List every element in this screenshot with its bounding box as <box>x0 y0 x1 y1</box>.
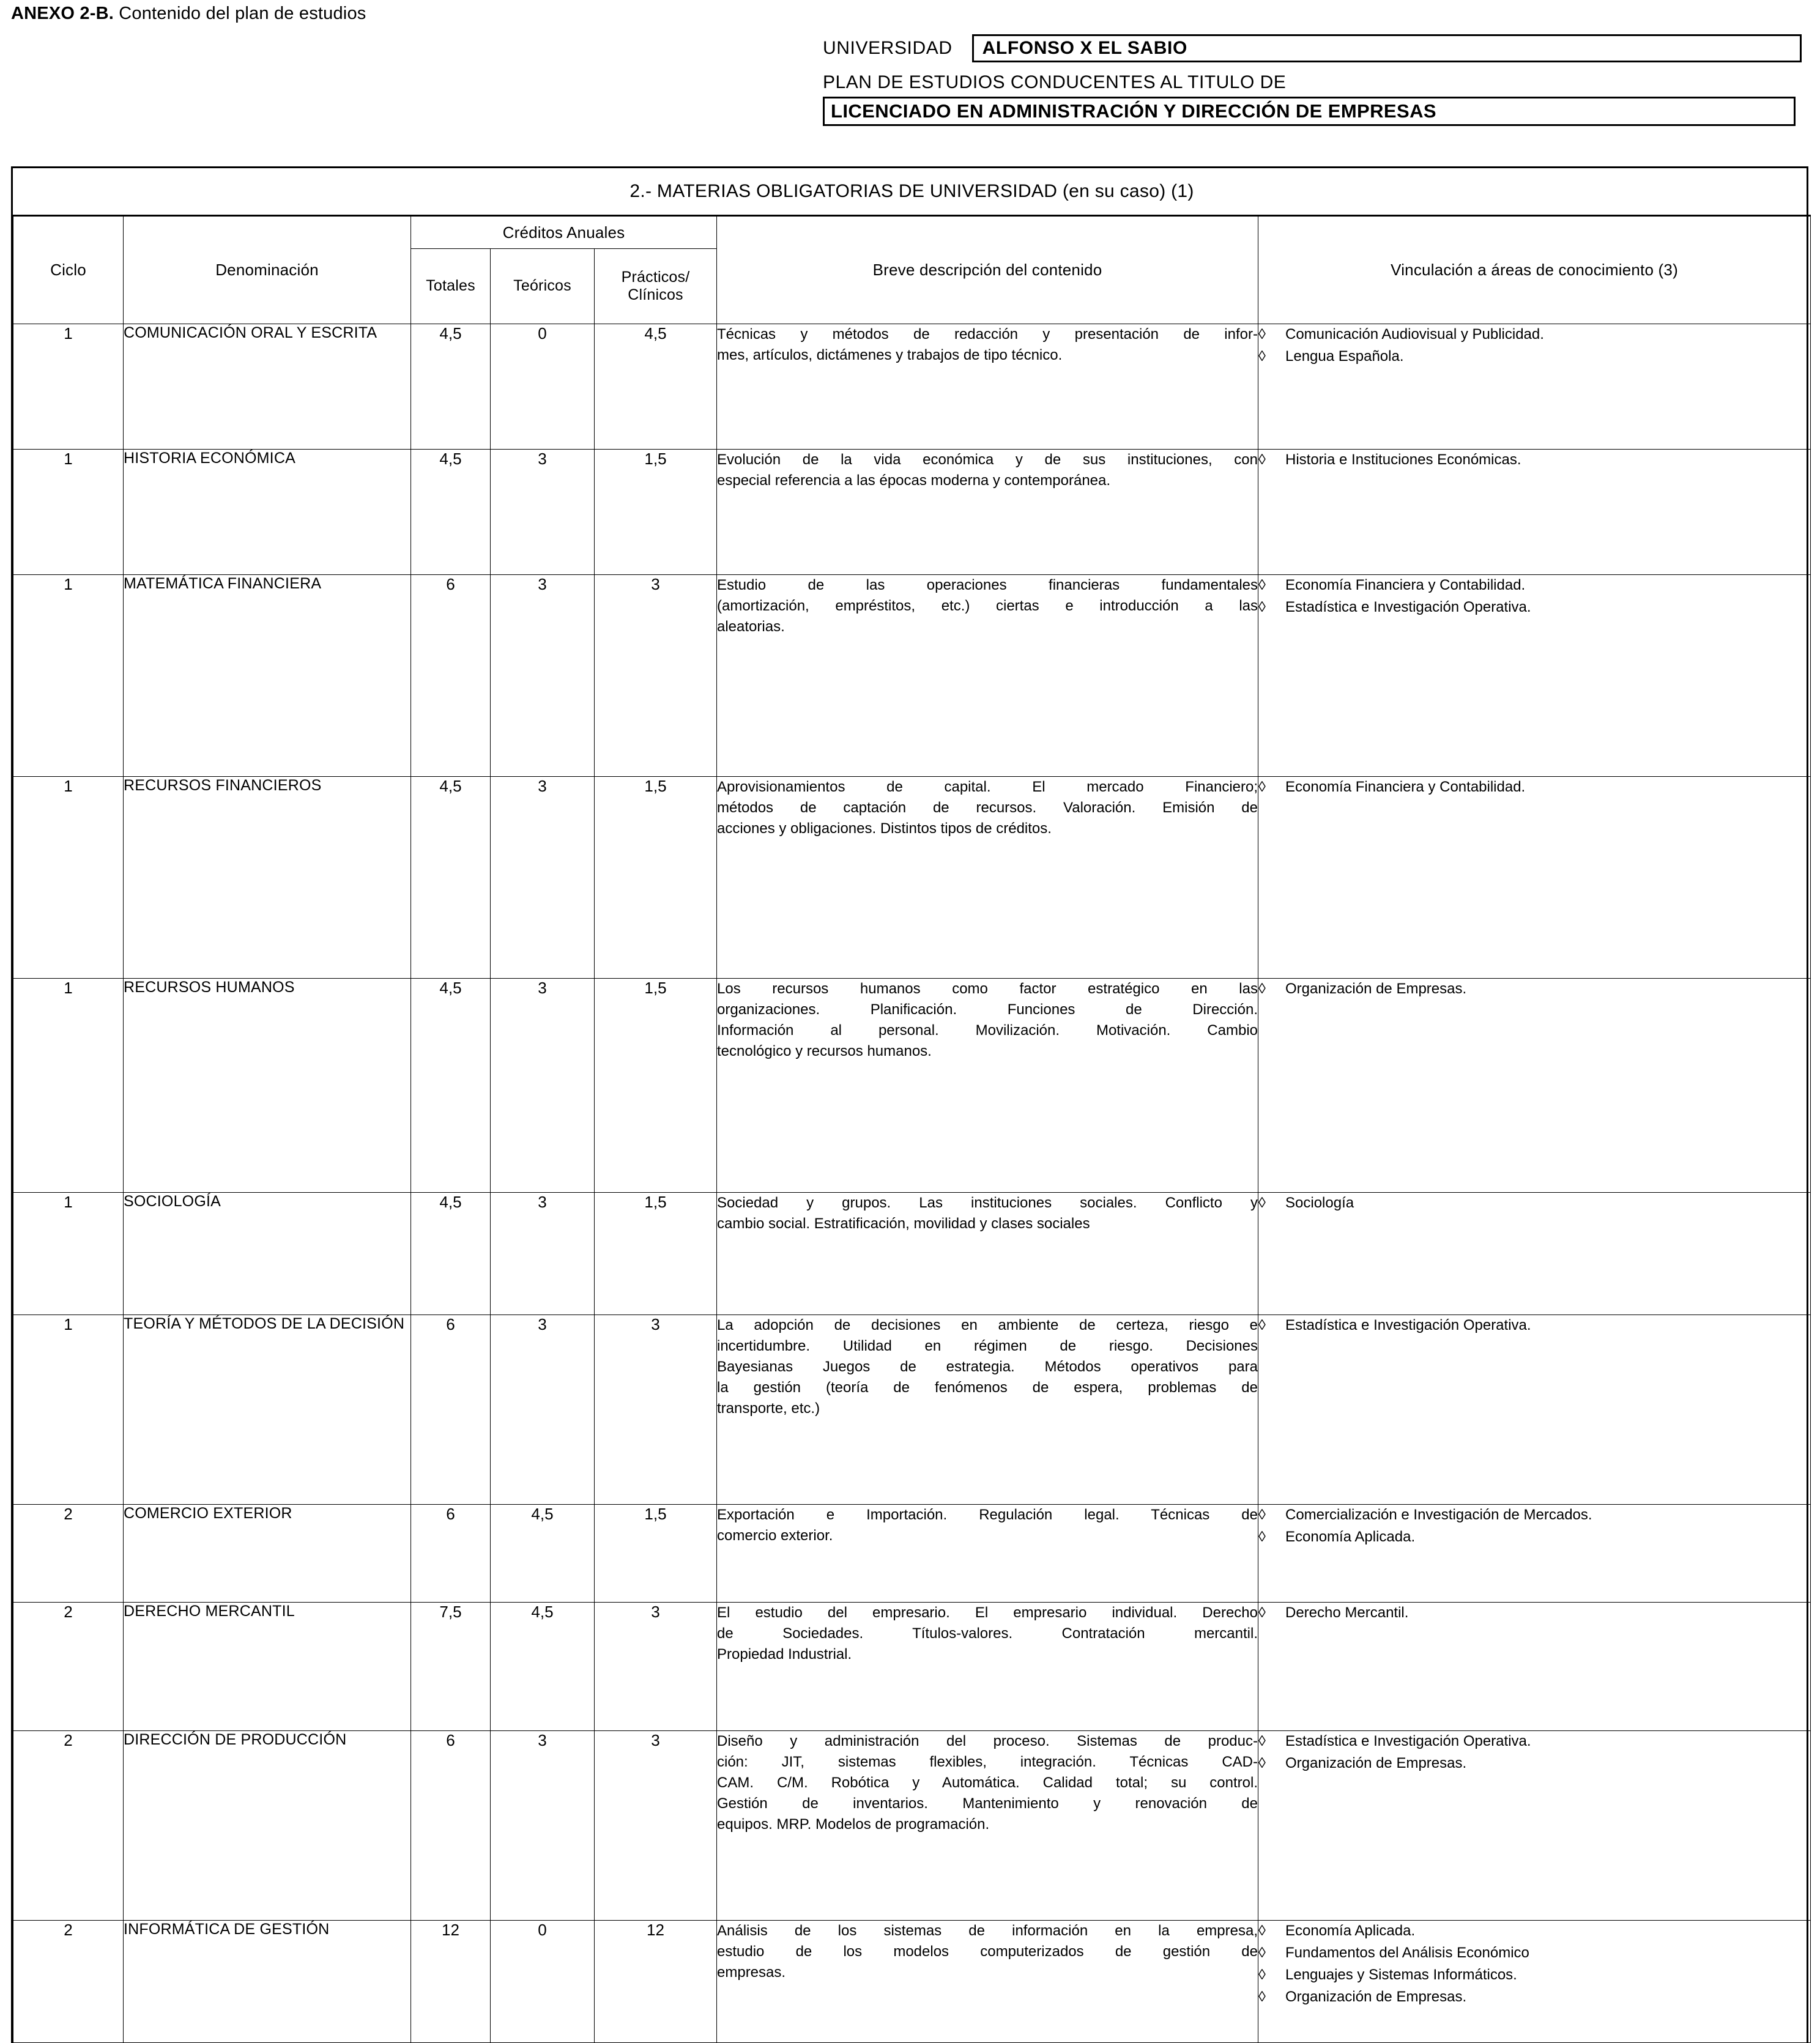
description-line: cambio social. Estratificación, movilidad y clases sociales <box>717 1215 1090 1233</box>
cell-practicos: 1,5 <box>595 1505 717 1603</box>
cell-totales: 4,5 <box>411 777 491 979</box>
cell-denominacion: RECURSOS HUMANOS <box>124 979 411 1193</box>
col-header-creditos-anuales: Créditos Anuales <box>411 216 717 249</box>
vinculacion-item <box>1258 1527 1810 1548</box>
cell-totales: 4,5 <box>411 450 491 575</box>
vinculacion-item <box>1258 1965 1810 1986</box>
vinculacion-item <box>1258 1315 1810 1336</box>
cell-ciclo: 2 <box>13 1505 124 1603</box>
description-line: métodos de captación de recursos. Valoración. Emisión de <box>717 799 1258 817</box>
cell-vinculacion <box>1258 324 1811 450</box>
vinculacion-item <box>1258 1603 1810 1623</box>
col-header-totales: Totales <box>411 249 491 324</box>
description-line: Diseño y administración del proceso. Sistemas de produc- <box>717 1733 1258 1749</box>
cell-descripcion <box>717 1731 1258 1921</box>
table-row <box>13 1731 1811 1921</box>
cell-ciclo: 2 <box>13 1921 124 2043</box>
cell-totales: 6 <box>411 575 491 777</box>
vinculacion-item <box>1258 1921 1810 1941</box>
cell-denominacion: DIRECCIÓN DE PRODUCCIÓN <box>124 1731 411 1921</box>
vinculacion-text: Lengua Española. <box>1285 348 1404 365</box>
table-row <box>13 575 1811 777</box>
vinculacion-item <box>1258 1731 1810 1752</box>
university-name-box <box>972 34 1802 62</box>
diamond-bullet-icon: ◊ <box>1258 326 1266 343</box>
description-line: Propiedad Industrial. <box>717 1646 852 1663</box>
cell-totales: 6 <box>411 1731 491 1921</box>
table-title-row <box>13 168 1811 216</box>
diamond-bullet-icon: ◊ <box>1258 1604 1266 1621</box>
cell-teoricos: 4,5 <box>491 1505 595 1603</box>
description-line: la gestión (teoría de fenómenos de espera, problemas de <box>717 1379 1258 1396</box>
cell-practicos: 12 <box>595 1921 717 2043</box>
description-line: Los recursos humanos como factor estratégico en las <box>717 981 1258 997</box>
cell-totales: 4,5 <box>411 979 491 1193</box>
cell-denominacion: MATEMÁTICA FINANCIERA <box>124 575 411 777</box>
diamond-bullet-icon: ◊ <box>1258 1733 1266 1749</box>
diamond-bullet-icon: ◊ <box>1258 577 1266 593</box>
diamond-bullet-icon: ◊ <box>1258 1755 1266 1772</box>
cell-denominacion: HISTORIA ECONÓMICA <box>124 450 411 575</box>
diamond-bullet-icon: ◊ <box>1258 348 1266 365</box>
description-line: Aprovisionamientos de capital. El mercado Financiero; <box>717 779 1258 795</box>
cell-teoricos: 3 <box>491 1193 595 1315</box>
vinculacion-item <box>1258 575 1810 596</box>
diamond-bullet-icon: ◊ <box>1258 1195 1266 1211</box>
table-row <box>13 1193 1811 1315</box>
cell-teoricos: 3 <box>491 1315 595 1505</box>
cell-totales: 4,5 <box>411 1193 491 1315</box>
vinculacion-item <box>1258 1193 1810 1214</box>
diamond-bullet-icon: ◊ <box>1258 451 1266 468</box>
cell-totales: 4,5 <box>411 324 491 450</box>
cell-teoricos: 4,5 <box>491 1603 595 1731</box>
vinculacion-text: Organización de Empresas. <box>1285 981 1467 997</box>
cell-practicos: 1,5 <box>595 1193 717 1315</box>
vinculacion-text: Historia e Instituciones Económicas. <box>1285 451 1521 468</box>
cell-practicos: 3 <box>595 1315 717 1505</box>
annex-description: Contenido del plan de estudios <box>113 4 366 23</box>
cell-vinculacion <box>1258 1193 1811 1315</box>
vinculacion-text: Sociología <box>1285 1195 1354 1211</box>
description-line: Estudio de las operaciones financieras fundamentales <box>717 577 1258 593</box>
cell-denominacion: INFORMÁTICA DE GESTIÓN <box>124 1921 411 2043</box>
vinculacion-text: Economía Aplicada. <box>1285 1922 1416 1939</box>
description-line: tecnológico y recursos humanos. <box>717 1043 932 1060</box>
vinculacion-item <box>1258 324 1810 345</box>
cell-ciclo: 2 <box>13 1731 124 1921</box>
cell-descripcion <box>717 777 1258 979</box>
cell-descripcion <box>717 979 1258 1193</box>
description-line: transporte, etc.) <box>717 1400 820 1417</box>
cell-practicos: 1,5 <box>595 450 717 575</box>
annex-heading <box>11 4 366 24</box>
cell-practicos: 1,5 <box>595 979 717 1193</box>
col-header-practicos-line2: Clínicos <box>628 286 683 303</box>
description-line: Sociedad y grupos. Las instituciones sociales. Conflicto y <box>717 1195 1258 1211</box>
curriculum-table <box>13 168 1811 2043</box>
cell-vinculacion <box>1258 1921 1811 2043</box>
table-row <box>13 450 1811 575</box>
cell-practicos: 3 <box>595 1603 717 1731</box>
university-label: UNIVERSIDAD <box>823 38 953 58</box>
vinculacion-text: Fundamentos del Análisis Económico <box>1285 1945 1529 1962</box>
col-header-descripcion: Breve descripción del contenido <box>717 216 1258 324</box>
description-line: especial referencia a las épocas moderna y contemporánea. <box>717 472 1111 489</box>
cell-practicos: 1,5 <box>595 777 717 979</box>
cell-practicos: 3 <box>595 1731 717 1921</box>
vinculacion-text: Economía Financiera y Contabilidad. <box>1285 577 1526 593</box>
description-line: (amortización, empréstitos, etc.) ciertas e introducción a las <box>717 598 1258 615</box>
col-header-practicos-line1: Prácticos/ <box>621 268 690 286</box>
diamond-bullet-icon: ◊ <box>1258 779 1266 795</box>
vinculacion-text: Economía Aplicada. <box>1285 1529 1416 1546</box>
cell-teoricos: 3 <box>491 979 595 1193</box>
diamond-bullet-icon: ◊ <box>1258 1989 1266 2006</box>
cell-descripcion <box>717 1603 1258 1731</box>
description-line: equipos. MRP. Modelos de programación. <box>717 1816 990 1833</box>
cell-vinculacion <box>1258 979 1811 1193</box>
description-line: La adopción de decisiones en ambiente de certeza, riesgo e <box>717 1317 1258 1333</box>
vinculacion-item <box>1258 777 1810 798</box>
col-header-practicos <box>595 249 717 324</box>
vinculacion-text: Comunicación Audiovisual y Publicidad. <box>1285 326 1544 343</box>
table-body <box>13 324 1811 2043</box>
cell-ciclo: 1 <box>13 450 124 575</box>
plan-label: PLAN DE ESTUDIOS CONDUCENTES AL TITULO DE <box>823 72 1287 92</box>
cell-descripcion <box>717 1505 1258 1603</box>
vinculacion-text: Comercialización e Investigación de Mercados. <box>1285 1507 1592 1523</box>
diamond-bullet-icon: ◊ <box>1258 981 1266 997</box>
cell-descripcion <box>717 1921 1258 2043</box>
table-row <box>13 324 1811 450</box>
cell-totales: 6 <box>411 1315 491 1505</box>
diamond-bullet-icon: ◊ <box>1258 599 1266 616</box>
cell-ciclo: 1 <box>13 979 124 1193</box>
curriculum-table-wrapper <box>11 166 1808 2043</box>
diamond-bullet-icon: ◊ <box>1258 1922 1266 1939</box>
table-band-title: 2.- MATERIAS OBLIGATORIAS DE UNIVERSIDAD (en su caso) (1) <box>13 168 1811 216</box>
description-line: El estudio del empresario. El empresario individual. Derecho <box>717 1604 1258 1621</box>
cell-totales: 12 <box>411 1921 491 2043</box>
cell-totales: 7,5 <box>411 1603 491 1731</box>
diamond-bullet-icon: ◊ <box>1258 1317 1266 1333</box>
description-line: incertidumbre. Utilidad en régimen de riesgo. Decisiones <box>717 1338 1258 1355</box>
cell-ciclo: 1 <box>13 575 124 777</box>
table-row <box>13 1921 1811 2043</box>
description-line: CAM. C/M. Robótica y Automática. Calidad total; su control. <box>717 1774 1258 1792</box>
cell-denominacion: SOCIOLOGÍA <box>124 1193 411 1315</box>
diamond-bullet-icon: ◊ <box>1258 1945 1266 1962</box>
cell-ciclo: 1 <box>13 1315 124 1505</box>
cell-totales: 6 <box>411 1505 491 1603</box>
vinculacion-item <box>1258 1753 1810 1774</box>
diamond-bullet-icon: ◊ <box>1258 1507 1266 1523</box>
description-line: empresas. <box>717 1964 786 1981</box>
cell-descripcion <box>717 450 1258 575</box>
description-line: de Sociedades. Títulos-valores. Contratación mercantil. <box>717 1625 1258 1642</box>
vinculacion-item <box>1258 979 1810 999</box>
description-line: Gestión de inventarios. Mantenimiento y renovación de <box>717 1795 1258 1812</box>
vinculacion-text: Estadística e Investigación Operativa. <box>1285 599 1531 616</box>
description-line: comercio exterior. <box>717 1527 833 1544</box>
vinculacion-text: Organización de Empresas. <box>1285 1989 1467 2006</box>
description-line: Bayesianas Juegos de estrategia. Métodos operativos para <box>717 1359 1258 1376</box>
cell-ciclo: 1 <box>13 324 124 450</box>
degree-title-box <box>823 97 1796 126</box>
cell-vinculacion <box>1258 1731 1811 1921</box>
cell-practicos: 4,5 <box>595 324 717 450</box>
cell-vinculacion <box>1258 1315 1811 1505</box>
cell-vinculacion <box>1258 777 1811 979</box>
description-line: Técnicas y métodos de redacción y presentación de infor- <box>717 326 1258 343</box>
col-header-teoricos: Teóricos <box>491 249 595 324</box>
cell-teoricos: 0 <box>491 1921 595 2043</box>
col-header-vinculacion: Vinculación a áreas de conocimiento (3) <box>1258 216 1811 324</box>
cell-teoricos: 3 <box>491 1731 595 1921</box>
table-row <box>13 1315 1811 1505</box>
description-line: mes, artículos, dictámenes y trabajos de tipo técnico. <box>717 347 1063 364</box>
vinculacion-item <box>1258 597 1810 618</box>
cell-denominacion: DERECHO MERCANTIL <box>124 1603 411 1731</box>
cell-teoricos: 3 <box>491 575 595 777</box>
cell-descripcion <box>717 324 1258 450</box>
cell-denominacion: COMERCIO EXTERIOR <box>124 1505 411 1603</box>
description-line: ción: JIT, sistemas flexibles, integración. Técnicas CAD- <box>717 1754 1258 1771</box>
col-header-denominacion: Denominación <box>124 216 411 324</box>
description-line: Evolución de la vida económica y de sus instituciones, con <box>717 451 1258 468</box>
university-name: ALFONSO X EL SABIO <box>982 38 1187 58</box>
vinculacion-text: Estadística e Investigación Operativa. <box>1285 1317 1531 1333</box>
cell-denominacion: TEORÍA Y MÉTODOS DE LA DECISIÓN <box>124 1315 411 1505</box>
vinculacion-item <box>1258 450 1810 470</box>
description-line: estudio de los modelos computerizados de gestión de <box>717 1943 1258 1960</box>
cell-vinculacion <box>1258 575 1811 777</box>
table-row <box>13 777 1811 979</box>
table-row <box>13 979 1811 1193</box>
vinculacion-item <box>1258 1505 1810 1526</box>
vinculacion-item <box>1258 1987 1810 2008</box>
vinculacion-text: Derecho Mercantil. <box>1285 1604 1409 1621</box>
diamond-bullet-icon: ◊ <box>1258 1529 1266 1546</box>
diamond-bullet-icon: ◊ <box>1258 1967 1266 1984</box>
table-row <box>13 1603 1811 1731</box>
vinculacion-item <box>1258 346 1810 367</box>
university-row <box>823 32 1802 65</box>
cell-descripcion <box>717 575 1258 777</box>
cell-descripcion <box>717 1193 1258 1315</box>
vinculacion-text: Economía Financiera y Contabilidad. <box>1285 779 1526 795</box>
cell-practicos: 3 <box>595 575 717 777</box>
description-line: Información al personal. Movilización. Motivación. Cambio <box>717 1022 1258 1039</box>
cell-descripcion <box>717 1315 1258 1505</box>
document-header <box>823 32 1802 126</box>
cell-ciclo: 1 <box>13 777 124 979</box>
cell-vinculacion <box>1258 1603 1811 1731</box>
vinculacion-text: Organización de Empresas. <box>1285 1755 1467 1772</box>
cell-vinculacion <box>1258 450 1811 575</box>
vinculacion-text: Estadística e Investigación Operativa. <box>1285 1733 1531 1749</box>
cell-denominacion: COMUNICACIÓN ORAL Y ESCRITA <box>124 324 411 450</box>
degree-title: LICENCIADO EN ADMINISTRACIÓN Y DIRECCIÓN DE EMPRESAS <box>831 100 1436 122</box>
description-line: Exportación e Importación. Regulación legal. Técnicas de <box>717 1507 1258 1523</box>
cell-ciclo: 1 <box>13 1193 124 1315</box>
cell-teoricos: 0 <box>491 324 595 450</box>
cell-teoricos: 3 <box>491 777 595 979</box>
description-line: Análisis de los sistemas de información en la empresa, <box>717 1922 1258 1939</box>
header-row-top <box>13 216 1811 249</box>
description-line: aleatorias. <box>717 618 785 636</box>
description-line: acciones y obligaciones. Distintos tipos de créditos. <box>717 820 1052 837</box>
vinculacion-item <box>1258 1943 1810 1963</box>
description-line: organizaciones. Planificación. Funciones de Dirección. <box>717 1001 1258 1018</box>
vinculacion-text: Lenguajes y Sistemas Informáticos. <box>1285 1967 1517 1984</box>
cell-denominacion: RECURSOS FINANCIEROS <box>124 777 411 979</box>
cell-ciclo: 2 <box>13 1603 124 1731</box>
table-row <box>13 1505 1811 1603</box>
cell-teoricos: 3 <box>491 450 595 575</box>
col-header-ciclo: Ciclo <box>13 216 124 324</box>
cell-vinculacion <box>1258 1505 1811 1603</box>
annex-label: ANEXO 2-B. <box>11 4 114 23</box>
